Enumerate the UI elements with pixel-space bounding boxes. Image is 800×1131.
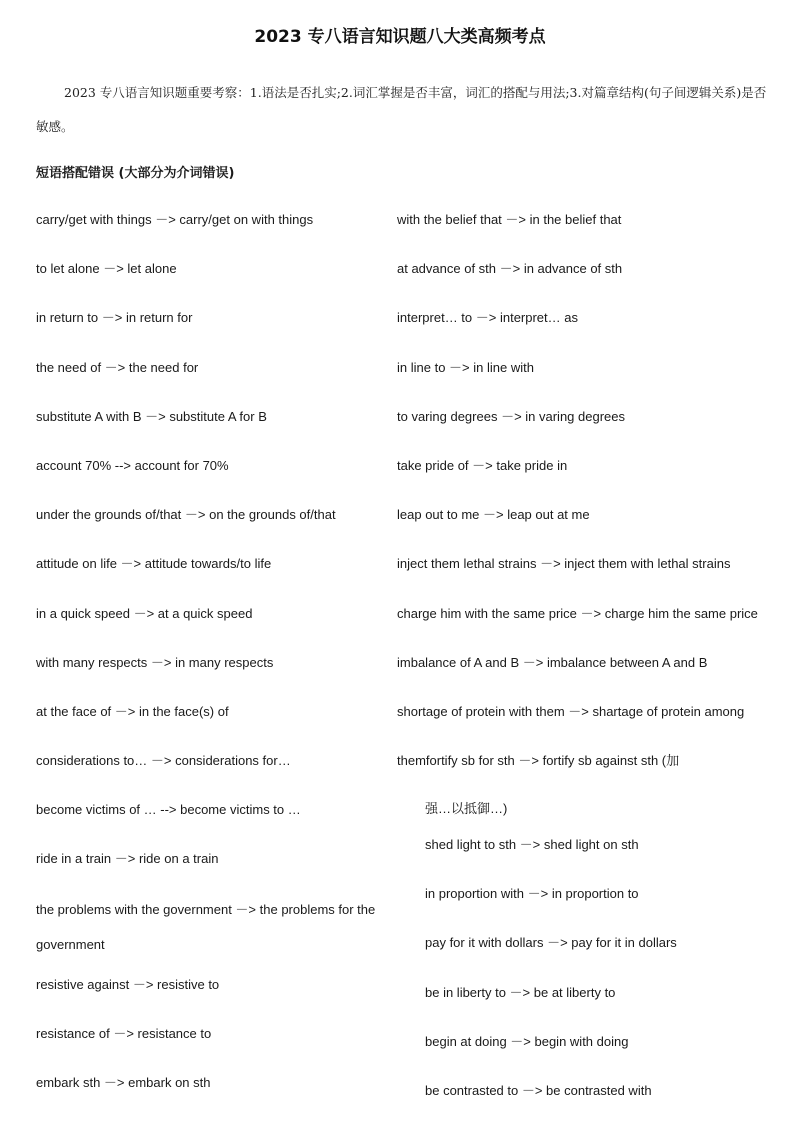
list-item: with many respects －> in many respects	[36, 654, 274, 670]
list-item: substitute A with B －> substitute A for B	[36, 408, 267, 424]
list-item: at advance of sth －> in advance of sth	[397, 261, 623, 277]
section-heading: 短语搭配错误 (大部分为介词错误)	[36, 166, 235, 181]
list-item: imbalance of A and B －> imbalance between A and B	[397, 654, 708, 670]
list-item: resistive against －> resistive to	[36, 976, 220, 992]
list-item: pay for it with dollars －> pay for it in dollars	[425, 935, 677, 951]
list-item: take pride of －> take pride in	[397, 457, 568, 473]
list-item: with the belief that －> in the belief that	[397, 212, 622, 227]
list-item: shed light to sth －> shed light on sth	[425, 837, 639, 853]
list-item: attitude on life －> attitude towards/to life	[36, 556, 272, 572]
list-item: at the face of －> in the face(s) of	[36, 703, 229, 719]
right-column	[397, 211, 772, 1131]
list-item: become victims of … --> become victims to …	[36, 802, 301, 818]
list-item: begin at doing －> begin with doing	[425, 1033, 629, 1049]
list-item: considerations to… －> considerations for…	[36, 753, 291, 769]
list-item-continuation: 强…以抵御…)	[425, 801, 508, 817]
list-item: under the grounds of/that －> on the grounds of/that	[36, 507, 336, 523]
list-item: leap out to me －> leap out at me	[397, 507, 590, 523]
list-item: resistance of －> resistance to	[36, 1025, 212, 1041]
list-item: the problems with the government －> the problems for the government	[36, 901, 376, 952]
list-item: in line to －> in line with	[397, 359, 534, 375]
left-column	[36, 211, 381, 1123]
list-item: in proportion with －> in proportion to	[425, 886, 639, 902]
list-item: carry/get with things －> carry/get on with things	[36, 212, 314, 227]
list-item: charge him with the same price －> charge him the same price	[397, 605, 758, 621]
list-item: interpret… to －> interpret… as	[397, 310, 578, 326]
list-item-line: themfortify sb for sth －> fortify sb against sth (加	[397, 753, 680, 769]
list-item: in a quick speed －> at a quick speed	[36, 605, 253, 621]
list-item: account 70% --> account for 70%	[36, 457, 229, 473]
list-item: shortage of protein with them －> shartage of protein among	[397, 703, 745, 719]
list-item: be contrasted to －> be contrasted with	[425, 1083, 652, 1098]
list-item: to let alone －> let alone	[36, 261, 177, 277]
list-item: the need of －> the need for	[36, 359, 199, 375]
list-item: ride in a train －> ride on a train	[36, 851, 219, 867]
page-title: 2023 专八语言知识题八大类高频考点	[254, 27, 546, 47]
list-item: inject them lethal strains －> inject them with lethal strains	[397, 556, 731, 572]
list-item: be in liberty to －> be at liberty to	[425, 984, 616, 1000]
list-item: embark sth －> embark on sth	[36, 1075, 211, 1090]
list-item-wrapped	[397, 752, 772, 836]
list-item: in return to －> in return for	[36, 310, 193, 326]
list-item: to varing degrees －> in varing degrees	[397, 408, 625, 424]
intro-paragraph: 2023 专八语言知识题重要考察：1.语法是否扎实;2.词汇掌握是否丰富，词汇的搭配与用法;3.对篇章结构(句子间逻辑关系)是否敏感。	[36, 85, 767, 134]
